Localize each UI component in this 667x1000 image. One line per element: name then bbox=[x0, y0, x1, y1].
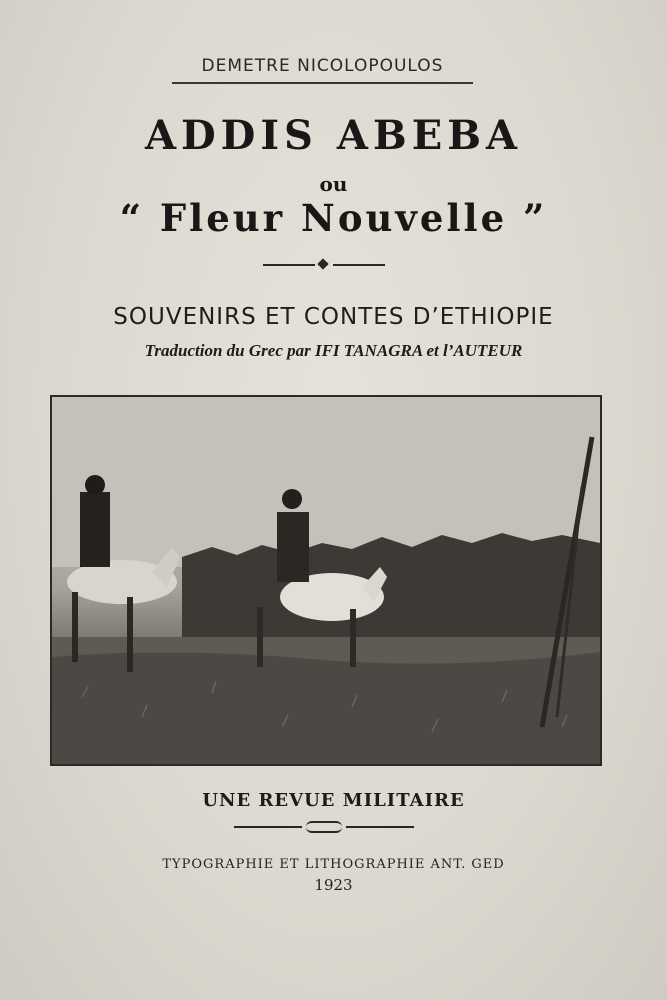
publication-year: 1923 bbox=[314, 876, 353, 894]
author-block bbox=[170, 56, 475, 84]
author-underline bbox=[172, 82, 473, 84]
translation-credit: Traduction du Grec par IFI TANAGRA et l’AUTEUR bbox=[144, 341, 523, 360]
military-review-photo bbox=[52, 397, 600, 764]
title-ornament bbox=[263, 258, 385, 272]
caption-ornament bbox=[234, 821, 414, 833]
author-name: DEMETRE NICOLOPOULOS bbox=[201, 56, 444, 76]
printer-imprint: TYPOGRAPHIE ET LITHOGRAPHIE ANT. GED bbox=[162, 857, 505, 872]
title-connector: ou bbox=[319, 172, 348, 196]
photo-caption: UNE REVUE MILITAIRE bbox=[202, 790, 465, 811]
book-title: ADDIS ABEBA bbox=[144, 112, 523, 159]
alternate-title: “ Fleur Nouvelle ” bbox=[119, 196, 548, 240]
frontispiece-photo bbox=[50, 395, 602, 766]
book-subtitle: SOUVENIRS ET CONTES D’ETHIOPIE bbox=[113, 304, 554, 330]
